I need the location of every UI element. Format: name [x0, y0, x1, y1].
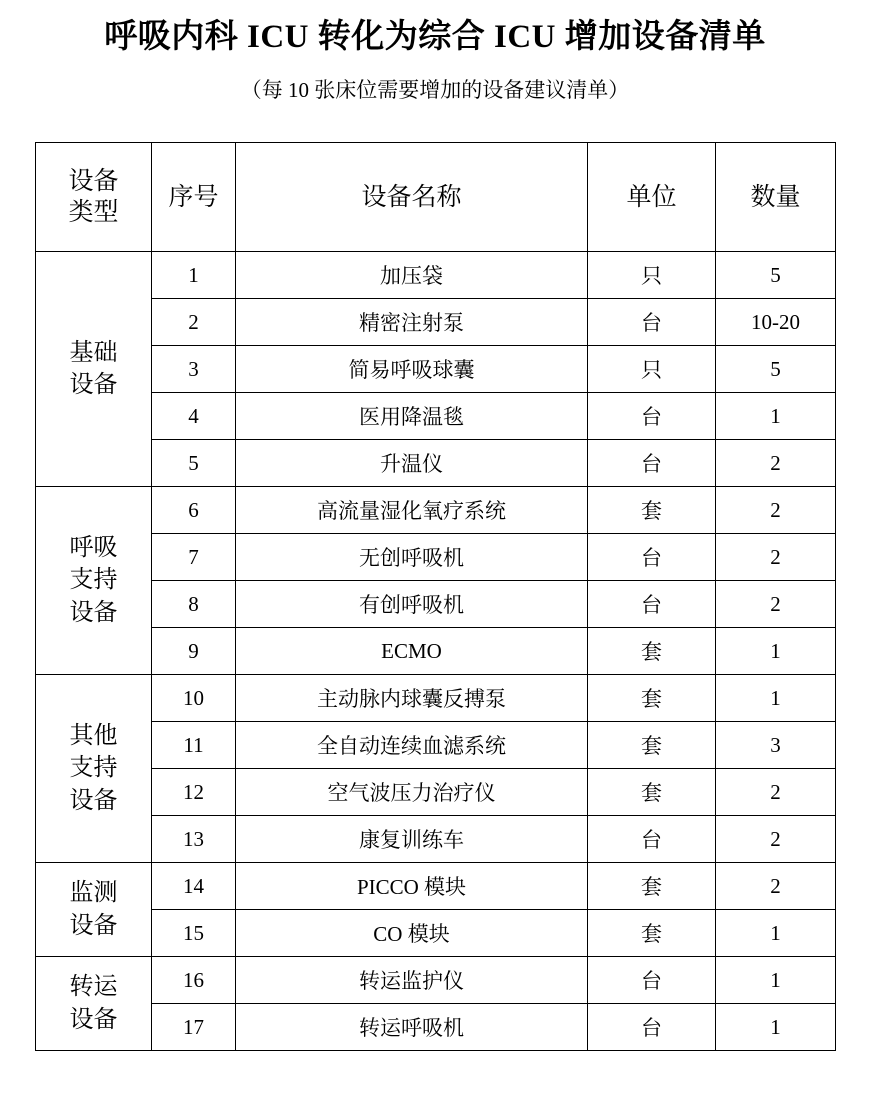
row-unit: 台	[588, 1004, 716, 1051]
table-row	[36, 957, 836, 1004]
table-row	[36, 487, 836, 534]
category-line3: 设备	[69, 787, 118, 814]
row-name: ECMO	[236, 628, 588, 675]
row-index: 7	[152, 534, 236, 581]
row-unit: 套	[588, 628, 716, 675]
header-quantity: 数量	[716, 143, 836, 252]
row-unit: 台	[588, 581, 716, 628]
row-unit: 台	[588, 816, 716, 863]
row-quantity: 1	[716, 1004, 836, 1051]
row-index: 8	[152, 581, 236, 628]
row-quantity: 1	[716, 393, 836, 440]
table-row	[36, 440, 836, 487]
header-name: 设备名称	[236, 143, 588, 252]
header-category	[36, 143, 152, 252]
row-name: CO 模块	[236, 910, 588, 957]
row-quantity: 3	[716, 722, 836, 769]
row-name: 空气波压力治疗仪	[236, 769, 588, 816]
row-name: 升温仪	[236, 440, 588, 487]
row-index: 17	[152, 1004, 236, 1051]
table-row	[36, 769, 836, 816]
row-index: 9	[152, 628, 236, 675]
page-title: 呼吸内科 ICU 转化为综合 ICU 增加设备清单	[104, 19, 766, 55]
row-quantity: 5	[716, 346, 836, 393]
row-index: 13	[152, 816, 236, 863]
table-row	[36, 299, 836, 346]
row-quantity: 2	[716, 863, 836, 910]
row-quantity: 5	[716, 252, 836, 299]
category-line1: 转运	[69, 974, 118, 1001]
table-row	[36, 346, 836, 393]
row-index: 5	[152, 440, 236, 487]
row-index: 6	[152, 487, 236, 534]
row-quantity: 2	[716, 769, 836, 816]
category-line2: 设备	[69, 372, 118, 399]
row-unit: 套	[588, 487, 716, 534]
row-unit: 套	[588, 722, 716, 769]
row-quantity: 1	[716, 957, 836, 1004]
category-cell	[36, 863, 152, 957]
row-quantity: 2	[716, 487, 836, 534]
table-row	[36, 863, 836, 910]
row-quantity: 1	[716, 675, 836, 722]
category-line1: 其他	[69, 723, 118, 750]
row-index: 12	[152, 769, 236, 816]
row-unit: 套	[588, 863, 716, 910]
row-unit: 台	[588, 534, 716, 581]
category-cell	[36, 675, 152, 863]
row-quantity: 1	[716, 628, 836, 675]
category-line3: 设备	[69, 599, 118, 626]
row-name: 加压袋	[236, 252, 588, 299]
row-unit: 台	[588, 393, 716, 440]
equipment-table	[35, 142, 836, 1051]
row-quantity: 2	[716, 440, 836, 487]
row-index: 3	[152, 346, 236, 393]
table-row	[36, 675, 836, 722]
row-index: 15	[152, 910, 236, 957]
row-unit: 台	[588, 440, 716, 487]
row-index: 2	[152, 299, 236, 346]
row-name: PICCO 模块	[236, 863, 588, 910]
row-name: 主动脉内球囊反搏泵	[236, 675, 588, 722]
page-subtitle: （每 10 张床位需要增加的设备建议清单）	[240, 77, 630, 102]
row-quantity: 10-20	[716, 299, 836, 346]
table-row	[36, 722, 836, 769]
row-unit: 套	[588, 769, 716, 816]
document-page	[0, 16, 870, 1114]
table-row	[36, 581, 836, 628]
table-row	[36, 393, 836, 440]
row-name: 高流量湿化氧疗系统	[236, 487, 588, 534]
category-cell	[36, 957, 152, 1051]
category-cell	[36, 252, 152, 487]
row-quantity: 1	[716, 910, 836, 957]
row-index: 11	[152, 722, 236, 769]
row-index: 14	[152, 863, 236, 910]
header-unit: 单位	[588, 143, 716, 252]
table-row	[36, 252, 836, 299]
row-name: 康复训练车	[236, 816, 588, 863]
category-cell	[36, 487, 152, 675]
row-index: 10	[152, 675, 236, 722]
equipment-table-container	[35, 142, 835, 1051]
row-unit: 台	[588, 299, 716, 346]
row-name: 有创呼吸机	[236, 581, 588, 628]
row-quantity: 2	[716, 816, 836, 863]
table-header	[36, 143, 836, 252]
row-name: 全自动连续血滤系统	[236, 722, 588, 769]
header-index: 序号	[152, 143, 236, 252]
row-unit: 只	[588, 252, 716, 299]
row-index: 16	[152, 957, 236, 1004]
table-row	[36, 534, 836, 581]
row-name: 转运呼吸机	[236, 1004, 588, 1051]
row-name: 简易呼吸球囊	[236, 346, 588, 393]
category-line1: 监测	[69, 880, 118, 907]
row-unit: 套	[588, 910, 716, 957]
category-line2: 支持	[69, 755, 118, 782]
row-name: 精密注射泵	[236, 299, 588, 346]
row-name: 转运监护仪	[236, 957, 588, 1004]
row-name: 医用降温毯	[236, 393, 588, 440]
category-line2: 设备	[69, 1006, 118, 1033]
row-unit: 套	[588, 675, 716, 722]
table-row	[36, 1004, 836, 1051]
row-index: 1	[152, 252, 236, 299]
row-name: 无创呼吸机	[236, 534, 588, 581]
header-category-line1: 设备	[68, 167, 119, 195]
table-body	[36, 252, 836, 1051]
row-unit: 台	[588, 957, 716, 1004]
table-row	[36, 628, 836, 675]
header-category-line2: 类型	[68, 199, 119, 227]
table-row	[36, 816, 836, 863]
table-header-row	[36, 143, 836, 252]
table-row	[36, 910, 836, 957]
category-line1: 基础	[69, 339, 118, 366]
row-unit: 只	[588, 346, 716, 393]
category-line2: 支持	[69, 567, 118, 594]
row-index: 4	[152, 393, 236, 440]
category-line1: 呼吸	[69, 535, 118, 562]
row-quantity: 2	[716, 534, 836, 581]
row-quantity: 2	[716, 581, 836, 628]
category-line2: 设备	[69, 912, 118, 939]
